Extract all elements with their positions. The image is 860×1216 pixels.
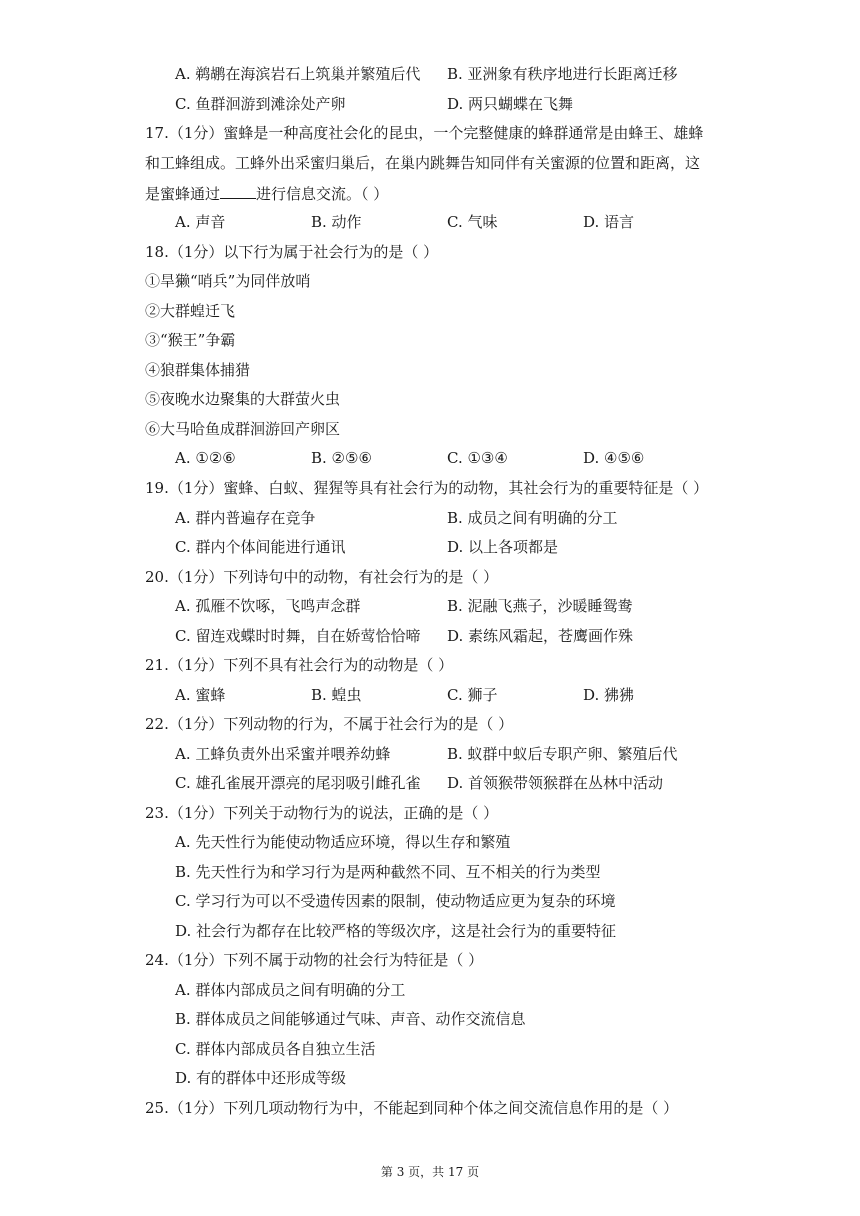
q21-stem: 21.（1分）下列不具有社会行为的动物是（ ） <box>145 656 454 674</box>
q17-stem-after-blank: 进行信息交流。（ ） <box>256 185 389 203</box>
q22-stem: 22.（1分）下列动物的行为，不属于社会行为的是（ ） <box>145 715 514 733</box>
q25-stem: 25.（1分）下列几项动物行为中，不能起到同种个体之间交流信息作用的是（ ） <box>145 1099 679 1117</box>
q23-option-a: A. 先天性行为能使动物适应环境，得以生存和繁殖 <box>175 833 511 851</box>
q17-stem-line1: 17.（1分）蜜蜂是一种高度社会化的昆虫，一个完整健康的蜂群通常是由蜂王、雄蜂 <box>145 124 704 142</box>
q23-option-b: B. 先天性行为和学习行为是两种截然不同、互不相关的行为类型 <box>175 863 601 881</box>
q24-option-a: A. 群体内部成员之间有明确的分工 <box>175 981 406 999</box>
q18-stem: 18.（1分）以下行为属于社会行为的是（ ） <box>145 243 439 261</box>
q21-option-c: C. 狮子 <box>447 686 498 704</box>
q19-option-d: D. 以上各项都是 <box>447 538 559 556</box>
q18-option-c: C. ①③④ <box>447 449 508 467</box>
q16-option-b: B. 亚洲象有秩序地进行长距离迁移 <box>447 65 678 83</box>
q17-stem-line2: 和工蜂组成。工蜂外出采蜜归巢后，在巢内跳舞告知同伴有关蜜源的位置和距离，这 <box>145 154 701 172</box>
q18-item: ②大群蝗迁飞 <box>145 302 236 320</box>
q18-item: ⑤夜晚水边聚集的大群萤火虫 <box>145 390 341 408</box>
q19-option-c: C. 群内个体间能进行通讯 <box>175 538 346 556</box>
q23-stem: 23.（1分）下列关于动物行为的说法，正确的是（ ） <box>145 804 499 822</box>
q18-option-d: D. ④⑤⑥ <box>583 449 645 467</box>
q19-option-a: A. 群内普遍存在竞争 <box>175 509 316 527</box>
q20-option-d: D. 素练风霜起，苍鹰画作殊 <box>447 627 634 645</box>
q17-stem-line3 <box>145 182 388 204</box>
q17-option-a: A. 声音 <box>175 213 226 231</box>
q20-option-c: C. 留连戏蝶时时舞，自在娇莺恰恰啼 <box>175 627 421 645</box>
q24-option-c: C. 群体内部成员各自独立生活 <box>175 1040 376 1058</box>
q22-option-b: B. 蚁群中蚁后专职产卵、繁殖后代 <box>447 745 678 763</box>
q21-option-a: A. 蜜蜂 <box>175 686 226 704</box>
q20-option-b: B. 泥融飞燕子，沙暖睡鸳鸯 <box>447 597 633 615</box>
q16-option-c: C. 鱼群洄游到滩涂处产卵 <box>175 95 346 113</box>
q18-item: ③“猴王”争霸 <box>145 331 236 349</box>
q24-option-b: B. 群体成员之间能够通过气味、声音、动作交流信息 <box>175 1010 526 1028</box>
q23-option-c: C. 学习行为可以不受遗传因素的限制，使动物适应更为复杂的环境 <box>175 892 616 910</box>
q18-option-a: A. ①②⑥ <box>175 449 236 467</box>
answer-blank <box>220 182 256 199</box>
q17-stem-before-blank: 是蜜蜂通过 <box>145 185 221 203</box>
q17-option-b: B. 动作 <box>311 213 362 231</box>
q17-option-c: C. 气味 <box>447 213 498 231</box>
q18-item: ⑥大马哈鱼成群洄游回产卵区 <box>145 420 341 438</box>
q22-option-d: D. 首领猴带领猴群在丛林中活动 <box>447 774 664 792</box>
q20-stem: 20.（1分）下列诗句中的动物，有社会行为的是（ ） <box>145 568 499 586</box>
q18-option-b: B. ②⑤⑥ <box>311 449 372 467</box>
q20-option-a: A. 孤雁不饮啄，飞鸣声念群 <box>175 597 361 615</box>
q18-item: ④狼群集体捕猎 <box>145 361 251 379</box>
q24-stem: 24.（1分）下列不属于动物的社会行为特征是（ ） <box>145 951 484 969</box>
q16-option-d: D. 两只蝴蝶在飞舞 <box>447 95 574 113</box>
q16-option-a: A. 鹈鹕在海滨岩石上筑巢并繁殖后代 <box>175 65 421 83</box>
q24-option-d: D. 有的群体中还形成等级 <box>175 1069 347 1087</box>
q17-option-d: D. 语言 <box>583 213 635 231</box>
q21-option-b: B. 蝗虫 <box>311 686 362 704</box>
q22-option-a: A. 工蜂负责外出采蜜并喂养幼蜂 <box>175 745 391 763</box>
q18-item: ①旱獭“哨兵”为同伴放哨 <box>145 272 311 290</box>
q19-stem: 19.（1分）蜜蜂、白蚁、猩猩等具有社会行为的动物，其社会行为的重要特征是（ ） <box>145 479 709 497</box>
q19-option-b: B. 成员之间有明确的分工 <box>447 509 618 527</box>
q23-option-d: D. 社会行为都存在比较严格的等级次序，这是社会行为的重要特征 <box>175 922 617 940</box>
q21-option-d: D. 狒狒 <box>583 686 635 704</box>
q22-option-c: C. 雄孔雀展开漂亮的尾羽吸引雌孔雀 <box>175 774 421 792</box>
page-number-footer: 第 3 页，共 17 页 <box>380 1165 480 1179</box>
